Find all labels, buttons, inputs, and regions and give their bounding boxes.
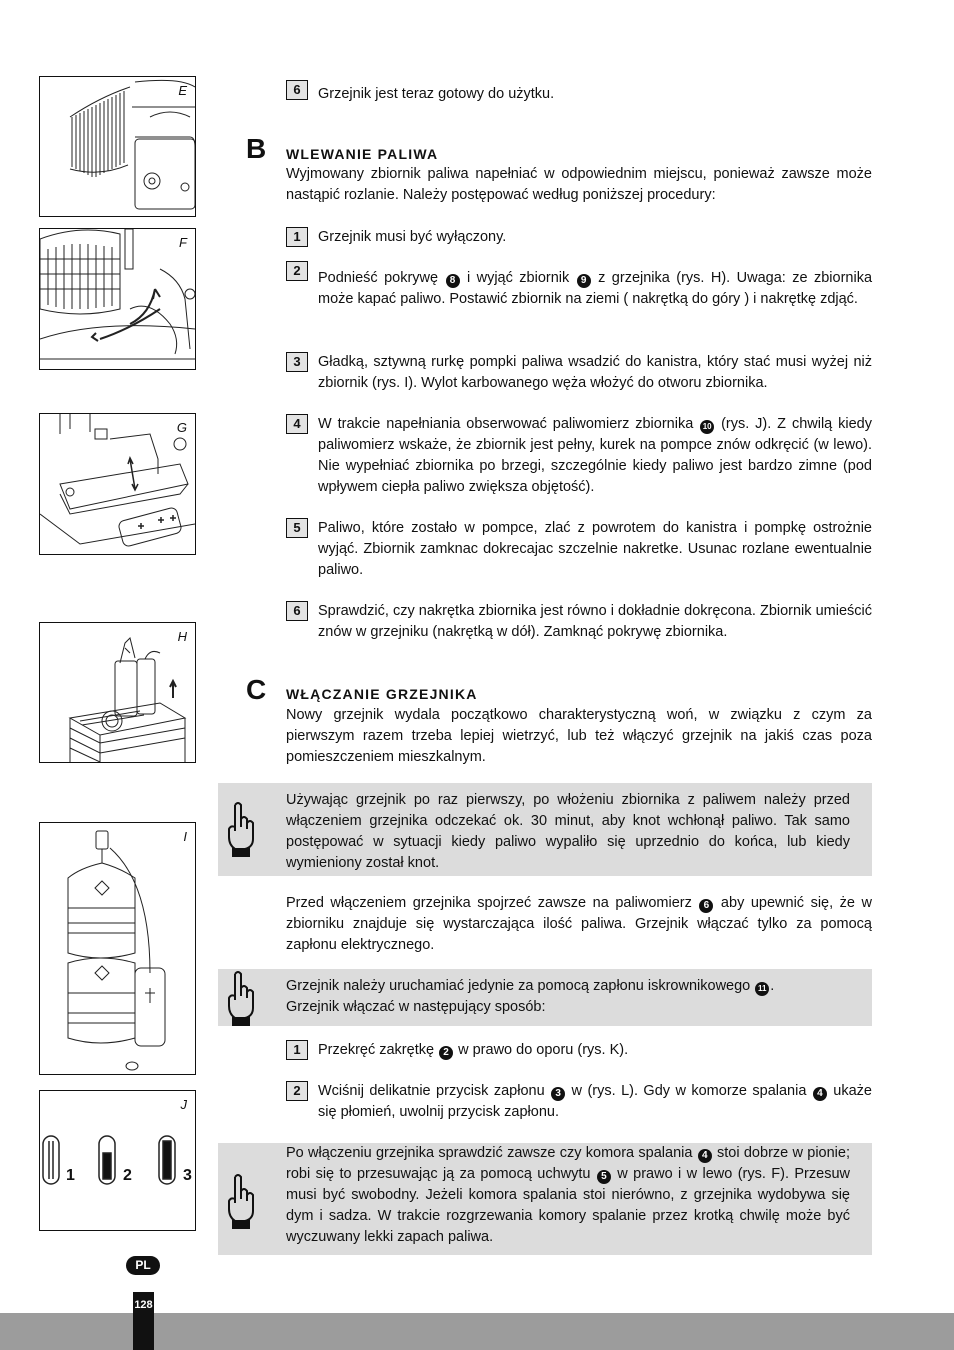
step-text: W trakcie napełniania obserwować paliwomierz zbiornika 10 (rys. J). Z chwilą kiedy paliwomierz wskaże, że zbiornik jest pełny, kurek na pompce znów odkręcić (w lewo). Nie wypełniać zbiornika po brzegi, szczególnie kiedy paliwo jest bardzo zimne (pod wpływem ciepła paliwo zwiększa objętość). (318, 416, 872, 495)
step-number: 1 (286, 227, 308, 247)
step-number: 4 (286, 414, 308, 434)
page-number: 128 (134, 1299, 153, 1311)
step-b3 (286, 352, 872, 394)
step-c2 (286, 1081, 872, 1123)
ref-number-icon: 3 (551, 1087, 565, 1101)
ref-number-icon: 5 (597, 1170, 611, 1184)
step-b6 (286, 601, 872, 643)
step-number: 2 (286, 1081, 308, 1101)
section-b-letter: B (246, 133, 267, 164)
figure-e-label: E (178, 83, 187, 98)
figure-j (39, 1090, 196, 1231)
figure-h-label: H (177, 629, 187, 644)
section-c-fuel-check: Przed włączeniem grzejnika spojrzeć zawsze na paliwomierz 6 aby upewnić się, że w zbiorniku znajduje się wystarczająca ilość paliwa. Grzejnik włączać tylko za pomocą zapłonu elektrycznego. (286, 895, 872, 953)
figure-e-drawing (40, 77, 195, 216)
step-c1 (286, 1040, 872, 1061)
gauge-label-2: 2 (123, 1167, 132, 1184)
step-b1 (286, 227, 872, 248)
step-text: Sprawdzić, czy nakrętka zbiornika jest równo i dokładnie dokręcona. Zbiornik umieścić znów w grzejniku (nakrętką w dół). Zamknąć pokrywę zbiornika. (318, 603, 872, 640)
figure-g-label: G (176, 420, 187, 435)
step-b4 (286, 414, 872, 498)
note-text: Używając grzejnik po raz pierwszy, po włożeniu zbiornika z paliwem należy przed włączeniem grzejnika odczekać ok. 30 minut, aby knot wchłonął paliwo. Tak samo postępować w sytuacji kiedy paliwo wypaliło się uprzednio do końca, lub kiedy wymieniony został knot. (286, 792, 850, 871)
figure-i-drawing (40, 823, 195, 1074)
figure-g (39, 413, 196, 555)
note-first-use (218, 783, 872, 876)
ref-number-icon: 4 (698, 1149, 712, 1163)
fuel-gauge-1 (43, 1136, 59, 1184)
figure-e (39, 76, 196, 217)
section-c-heading: WŁĄCZANIE GRZEJNIKA (286, 686, 478, 702)
step-text: Podnieść pokrywę 8 i wyjąć zbiornik 9 z grzejnika (rys. H). Uwaga: ze zbiornika może kapać paliwo. Postawić zbiornik na ziemi ( nakrętką do góry ) i nakrętkę zdjąć. (318, 270, 873, 307)
step-number: 5 (286, 518, 308, 538)
ref-number-icon: 10 (700, 420, 714, 434)
gauge-label-1: 1 (66, 1167, 75, 1184)
section-c-intro: Nowy grzejnik wydala początkowo charakterystyczną woń, w związku z czym za pierwszym razem trzeba lepiej wietrzyć, lub też włączyć grzejnik na jakiś czas poza pomieszczeniem mieszkalnym. (286, 707, 872, 765)
pointing-hand-icon (225, 970, 257, 1026)
step-number: 6 (286, 601, 308, 621)
figure-h-drawing (40, 623, 195, 762)
step-number: 1 (286, 1040, 308, 1060)
step-text: Paliwo, które zostało w pompce, zlać z powrotem do kanistra i pompkę ostrożnie wyjąć. Zbiornik zamknac dokrecajac szczelnie nakretke. Usunac rozlane ewentualnie paliwo. (318, 520, 872, 578)
note-text: Grzejnik należy uruchamiać jedynie za pomocą zapłonu iskrownikowego 11 . Grzejnik włączać w następujący sposób: (286, 978, 775, 1015)
gauge-label-3: 3 (183, 1167, 192, 1184)
step-number: 2 (286, 261, 308, 281)
section-b-intro: Wyjmowany zbiornik paliwa napełniać w odpowiednim miejscu, ponieważ zawsze może nastąpić rozlanie. Należy postępować według poniższej procedury: (286, 166, 872, 203)
ref-number-icon: 2 (439, 1046, 453, 1060)
section-c-letter: C (246, 674, 267, 705)
ref-number-icon: 11 (755, 982, 769, 996)
figure-f-label: F (179, 235, 187, 250)
pointing-hand-icon (225, 1173, 257, 1229)
language-badge: PL (126, 1256, 160, 1275)
figure-f (39, 228, 196, 370)
figure-h (39, 622, 196, 763)
step-text: Grzejnik musi być wyłączony. (318, 229, 507, 245)
step-number: 3 (286, 352, 308, 372)
step-text: Grzejnik jest teraz gotowy do użytku. (318, 86, 555, 102)
step-text: Wciśnij delikatnie przycisk zapłonu 3 w (rys. L). Gdy w komorze spalania 4 ukaże się płomień, uwolnij przycisk zapłonu. (318, 1083, 872, 1120)
ref-number-icon: 9 (577, 274, 591, 288)
figure-j-label: J (180, 1097, 187, 1112)
step-text: Przekręć zakrętkę 2 w prawo do oporu (rys. K). (318, 1042, 629, 1058)
pointing-hand-icon (225, 801, 257, 857)
step-b5 (286, 518, 872, 581)
step-number: 6 (286, 80, 308, 100)
figure-g-drawing (40, 414, 195, 554)
figure-i-label: I (183, 829, 187, 844)
step-ready (286, 80, 872, 105)
note-ignition (218, 969, 872, 1026)
step-b2 (286, 261, 872, 310)
note-text: Po włączeniu grzejnika sprawdzić zawsze czy komora spalania 4 stoi dobrze w pionie; robi się to przesuwając ją za pomocą uchwytu 5 w prawo i w lewo (rys. F). Przesuw musi być swobodny. Jeżeli komora spalania stoi nierówno, z grzejnika wydobywa się dym i sadza. W trakcie rozgrzewania komory spalanie przez krotką chwilę może być wyczuwany lekki zapach paliwa. (286, 1145, 850, 1245)
figure-i (39, 822, 196, 1075)
step-text: Gładką, sztywną rurkę pompki paliwa wsadzić do kanistra, który stać musi wyżej niż zbiornik (rys. I). Wylot karbowanego węża włożyć do otworu zbiornika. (318, 354, 872, 391)
figure-j-drawing (40, 1091, 195, 1230)
ref-number-icon: 4 (813, 1087, 827, 1101)
section-b-heading: WLEWANIE PALIWA (286, 146, 439, 162)
figure-f-drawing (40, 229, 195, 369)
ref-number-icon: 8 (446, 274, 460, 288)
note-combustion-chamber (218, 1143, 872, 1255)
ref-number-icon: 6 (699, 899, 713, 913)
